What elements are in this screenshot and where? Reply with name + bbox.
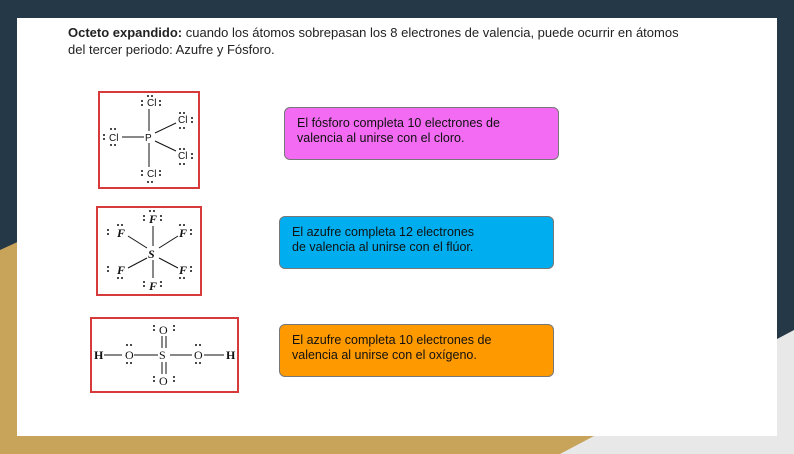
note-phosphorus-line2: valencia al unirse con el cloro.: [297, 131, 465, 145]
f-atom-upper-left: F: [117, 226, 126, 240]
note-sulfur-fluorine-line2: de valencia al unirse con el flúor.: [292, 240, 474, 254]
o-atom-right: O: [194, 348, 203, 362]
intro-heading: Octeto expandido:: [68, 25, 183, 40]
f-atom-upper-right: F: [179, 226, 188, 240]
sf6-structure: [96, 206, 202, 296]
cl-atom-left: Cl: [109, 133, 119, 144]
note-phosphorus: [284, 107, 559, 160]
s-atom-center: S: [159, 348, 166, 362]
o-atom-bottom: O: [159, 374, 168, 388]
p-atom: P: [145, 133, 152, 144]
o-atom-left: O: [125, 348, 134, 362]
intro-text: cuando los átomos sobrepasan los 8 electrones de valencia, puede ocurrir en átomos del tercer periodo: Azufre y Fósforo.: [68, 25, 679, 57]
h-atom-right: H: [226, 348, 236, 362]
note-phosphorus-line1: El fósforo completa 10 electrones de: [297, 116, 500, 130]
cl-atom-bottom: Cl: [147, 169, 157, 180]
f-atom-bottom: F: [149, 279, 158, 293]
note-sulfur-oxygen: [279, 324, 554, 377]
note-sulfur-oxygen-line1: El azufre completa 10 electrones de: [292, 333, 492, 347]
f-atom-top: F: [149, 212, 158, 226]
o-atom-top: O: [159, 323, 168, 337]
h2so4-structure: [90, 317, 239, 393]
intro-paragraph: [68, 24, 688, 58]
f-atom-lower-left: F: [117, 263, 126, 277]
cl-atom-upper-right: Cl: [178, 115, 188, 126]
note-sulfur-fluorine-line1: El azufre completa 12 electrones: [292, 225, 475, 239]
f-atom-lower-right: F: [179, 263, 188, 277]
cl-atom-top: Cl: [147, 98, 157, 109]
note-sulfur-oxygen-line2: valencia al unirse con el oxígeno.: [292, 348, 477, 362]
cl-atom-lower-right: Cl: [178, 151, 188, 162]
note-sulfur-fluorine: [279, 216, 554, 269]
s-atom: S: [148, 247, 155, 261]
h-atom-left: H: [94, 348, 104, 362]
pcl5-structure: [98, 91, 200, 189]
